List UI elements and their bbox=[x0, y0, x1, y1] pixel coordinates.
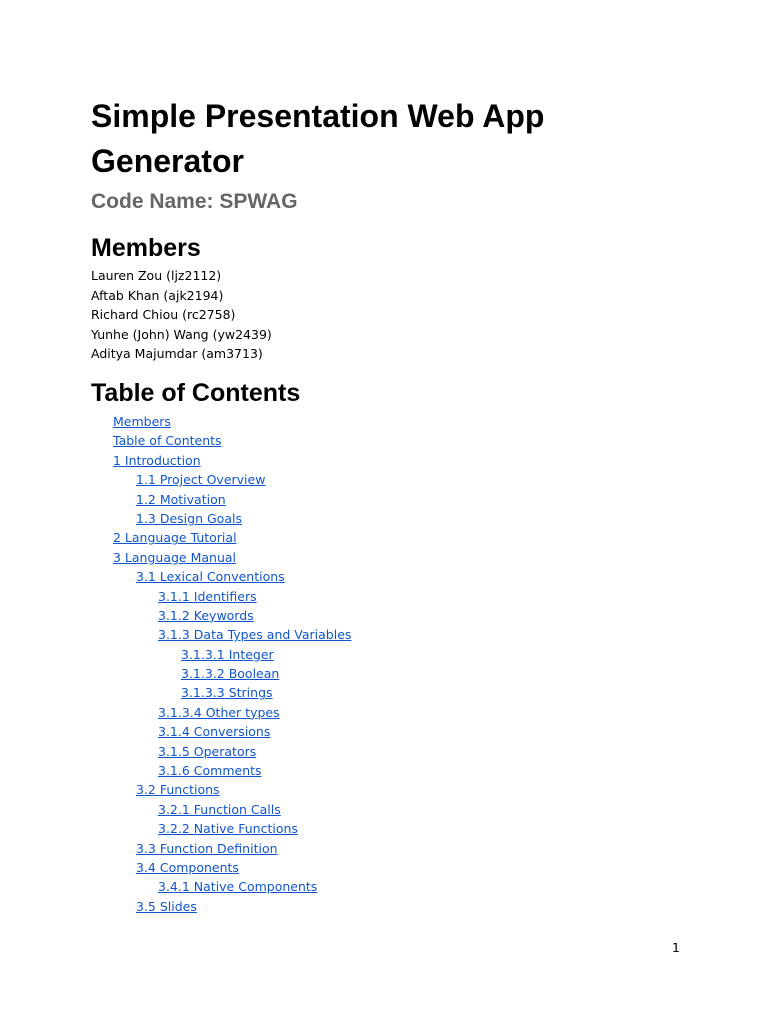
toc-link[interactable]: 1.3 Design Goals bbox=[136, 510, 242, 526]
member-item: Aditya Majumdar (am3713) bbox=[91, 346, 263, 362]
toc-link[interactable]: Members bbox=[113, 414, 171, 429]
member-item: Aftab Khan (ajk2194) bbox=[91, 287, 224, 303]
document-subtitle: Code Name: SPWAG bbox=[91, 190, 298, 213]
toc-link[interactable]: 3.1.3.3 Strings bbox=[181, 685, 273, 701]
toc-entry bbox=[0, 451, 351, 470]
toc-link[interactable]: 1 Introduction bbox=[113, 452, 201, 468]
toc-link[interactable]: 3.1.3.4 Other types bbox=[158, 704, 280, 720]
document-title: Simple Presentation Web App Generator bbox=[91, 98, 545, 179]
member-item: Richard Chiou (rc2758) bbox=[91, 307, 236, 323]
toc-entry bbox=[0, 877, 351, 896]
page-number: 1 bbox=[672, 940, 680, 955]
toc-entry bbox=[0, 722, 351, 741]
toc-entry bbox=[0, 509, 351, 528]
toc-entry bbox=[0, 490, 351, 509]
toc-link[interactable]: 3.1.3.1 Integer bbox=[181, 646, 274, 662]
toc-link[interactable]: 3 Language Manual bbox=[113, 549, 237, 565]
toc-entry bbox=[0, 645, 351, 664]
toc-link[interactable]: 3.4 Components bbox=[136, 859, 239, 875]
toc-heading: Table of Contents bbox=[91, 379, 301, 407]
members-list bbox=[91, 266, 272, 364]
toc-link[interactable]: 3.1.4 Conversions bbox=[158, 724, 271, 740]
toc-link[interactable]: 3.1.1 Identifiers bbox=[158, 588, 257, 604]
toc-entry bbox=[0, 528, 351, 547]
toc-entry bbox=[0, 683, 351, 702]
toc-entry bbox=[0, 858, 351, 877]
toc-entry bbox=[0, 606, 351, 625]
toc-entry bbox=[0, 800, 351, 819]
toc-link[interactable]: 3.1.6 Comments bbox=[158, 763, 262, 779]
toc-link[interactable]: 2 Language Tutorial bbox=[113, 530, 237, 546]
toc-link[interactable]: 3.4.1 Native Components bbox=[158, 879, 318, 895]
member-item: Lauren Zou (ljz2112) bbox=[91, 268, 222, 283]
toc-entry bbox=[0, 548, 351, 567]
toc-entry bbox=[0, 625, 351, 644]
toc-entry bbox=[0, 703, 351, 722]
toc-link[interactable]: 3.2 Functions bbox=[136, 782, 220, 798]
table-of-contents bbox=[0, 412, 351, 916]
toc-entry bbox=[0, 761, 351, 780]
toc-link[interactable]: 3.5 Slides bbox=[136, 898, 197, 914]
toc-link[interactable]: 3.1 Lexical Conventions bbox=[136, 569, 285, 585]
toc-link[interactable]: 3.2.2 Native Functions bbox=[158, 821, 298, 837]
toc-entry bbox=[0, 780, 351, 799]
toc-link[interactable]: 3.1.3.2 Boolean bbox=[181, 666, 280, 682]
toc-entry bbox=[0, 839, 351, 858]
toc-link[interactable]: 1.2 Motivation bbox=[136, 491, 226, 507]
toc-entry bbox=[0, 664, 351, 683]
toc-link[interactable]: 3.2.1 Function Calls bbox=[158, 801, 281, 817]
toc-entry bbox=[0, 742, 351, 761]
members-heading: Members bbox=[91, 234, 201, 262]
toc-entry bbox=[0, 819, 351, 838]
toc-link[interactable]: 1.1 Project Overview bbox=[136, 472, 266, 488]
toc-entry bbox=[0, 412, 351, 431]
toc-entry bbox=[0, 567, 351, 586]
toc-link[interactable]: Table of Contents bbox=[113, 433, 222, 449]
toc-entry bbox=[0, 431, 351, 450]
toc-link[interactable]: 3.1.3 Data Types and Variables bbox=[158, 627, 352, 643]
toc-entry bbox=[0, 470, 351, 489]
toc-link[interactable]: 3.3 Function Definition bbox=[136, 840, 278, 856]
member-item: Yunhe (John) Wang (yw2439) bbox=[91, 326, 272, 342]
toc-entry bbox=[0, 897, 351, 916]
toc-link[interactable]: 3.1.5 Operators bbox=[158, 743, 257, 759]
toc-entry bbox=[0, 587, 351, 606]
toc-link[interactable]: 3.1.2 Keywords bbox=[158, 607, 254, 623]
